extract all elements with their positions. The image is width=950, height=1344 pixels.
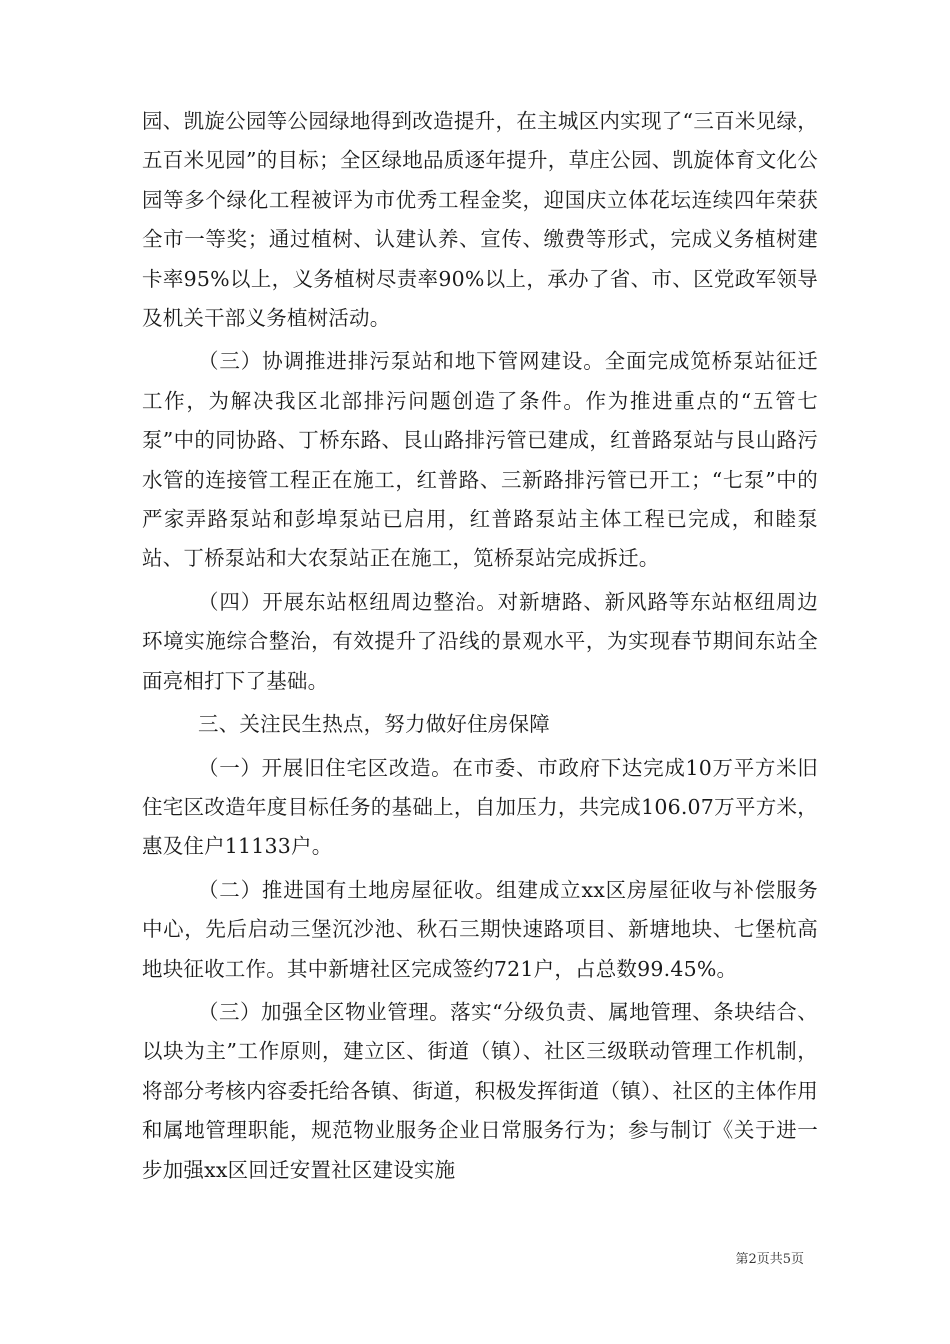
section-heading-housing: 三、关注民生热点，努力做好住房保障: [198, 712, 550, 737]
document-body: [142, 102, 818, 1190]
paragraph-greening-continued: 园、凯旋公园等公园绿地得到改造提升，在主城区内实现了“三百米见绿，五百米见园”的目标；全区绿地品质逐年提升，草庄公园、凯旋体育文化公园等多个绿化工程被评为市优秀工程金奖，迎国庆立体花坛连续四年荣获全市一等奖；通过植树、认建认养、宣传、缴费等形式，完成义务植树建卡率95%以上，义务植树尽责率90%以上，承办了省、市、区党政军领导及机关干部义务植树活动。: [142, 109, 818, 331]
paragraph-old-residential-renovation: （一）开展旧住宅区改造。在市委、市政府下达完成10万平方米旧住宅区改造年度目标任务的基础上，自加压力，共完成106.07万平方米，惠及住户11133户。: [142, 755, 818, 859]
paragraph-land-expropriation: （二）推进国有土地房屋征收。组建成立xx区房屋征收与补偿服务中心，先后启动三堡沉沙池、秋石三期快速路项目、新塘地块、七堡杭高地块征收工作。其中新塘社区完成签约721户，占总数99.45%。: [142, 877, 818, 981]
paragraph-east-station-renovation: （四）开展东站枢纽周边整治。对新塘路、新风路等东站枢纽周边环境实施综合整治，有效提升了沿线的景观水平，为实现春节期间东站全面亮相打下了基础。: [142, 589, 818, 693]
page-number-footer: 第2页共5页: [735, 1252, 804, 1267]
paragraph-property-management: （三）加强全区物业管理。落实“分级负责、属地管理、条块结合、以块为主”工作原则，建立区、街道（镇）、社区三级联动管理工作机制，将部分考核内容委托给各镇、街道，积极发挥街道（镇）、社区的主体作用和属地管理职能，规范物业服务企业日常服务行为；参与制订《关于进一步加强xx区回迁安置社区建设实施: [142, 999, 818, 1182]
paragraph-sewage-pump-stations: （三）协调推进排污泵站和地下管网建设。全面完成笕桥泵站征迁工作，为解决我区北部排污问题创造了条件。作为推进重点的“五管七泵”中的同协路、丁桥东路、艮山路排污管已建成，红普路泵站与艮山路污水管的连接管工程正在施工，红普路、三新路排污管已开工；“七泵”中的严家弄路泵站和彭埠泵站已启用，红普路泵站主体工程已完成，和睦泵站、丁桥泵站和大农泵站正在施工，笕桥泵站完成拆迁。: [142, 349, 818, 571]
